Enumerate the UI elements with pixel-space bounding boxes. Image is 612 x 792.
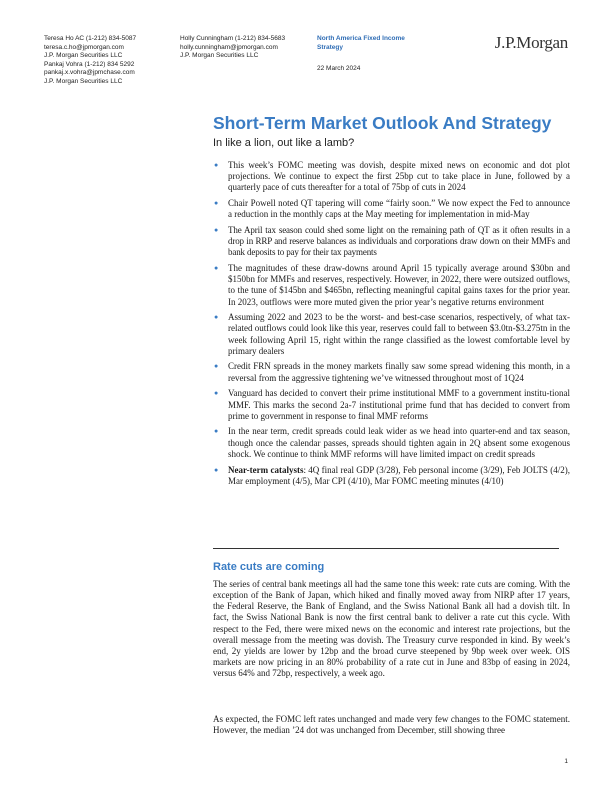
body-paragraph: As expected, the FOMC left rates unchanged and made very few changes to the FOMC statement. However, the median ’24 dot was unchanged from December, still showing three: [213, 714, 570, 736]
body-paragraph: The series of central bank meetings all had the same tone this week: rate cuts are coming. With the exception of the Bank of Japan, which hiked and finally moved away from NIRP after 17 years, the Federal Reserve, the Bank of England, and the Swiss National Bank all had a dovish tilt. In fact, the Swiss National Bank is now the first central bank to deliver a rate cut this cycle. With respect to the Fed, there were mixed news on the economic and interest rate projections, but the overall message from the meeting was dovish. The Treasury curve responded in kind. By week’s end, 2y yields are lower by 12bp and the broad curve steepened by 9bp week over week. OIS markets are now pricing in an 80% probability of a rate cut in June and 83bp of easing in 2024, versus 64% and 72bp, respectively, a week ago.: [213, 579, 570, 679]
bullet-item-catalysts: ● Near-term catalysts: 4Q final real GDP (3/28), Feb personal income (3/29), Feb JOLTS (4/2), Mar employment (4/5), Mar CPI (4/10), Mar FOMC meeting minutes (4/10): [214, 464, 570, 486]
section-divider: [213, 548, 559, 549]
contact-line: Teresa Ho AC (1-212) 834-5087: [44, 35, 137, 42]
contact-line: J.P. Morgan Securities LLC: [44, 52, 123, 60]
catalysts-label: Near-term catalysts: [228, 464, 304, 475]
bullet-dot-icon: ●: [214, 427, 219, 436]
section-heading: Rate cuts are coming: [213, 561, 325, 573]
summary-bullets: [213, 160, 570, 491]
contact-email[interactable]: teresa.c.ho@jpmorgan.com: [44, 43, 124, 51]
bullet-item: ● Assuming 2022 and 2023 to be the worst- and best-case scenarios, respectively, of what tax-related outflows could look like this year, reserves could fall to between $3.0tn-$3.275tn in the week following April 15, right within the range classified as the lowest comfortable level by primary dealers: [214, 312, 570, 356]
bullet-dot-icon: ●: [214, 199, 219, 208]
bullet-dot-icon: ●: [214, 465, 219, 474]
bullet-item: ● Credit FRN spreads in the money markets finally saw some spread widening this month, in a reversal from the aggressive tightening we’ve witnessed throughout most of 1Q24: [214, 361, 570, 383]
bullet-dot-icon: ●: [214, 161, 219, 169]
bullet-dot-icon: ●: [214, 362, 219, 371]
jpmorgan-logo: J.P.Morgan: [494, 33, 568, 52]
bullet-item: ● This week’s FOMC meeting was dovish, despite mixed news on economic and dot plot projections. We continue to expect the first 25bp cut to take place in June, followed by a quarterly pace of cuts thereafter for a total of 75bp of cuts in 2024: [214, 160, 570, 193]
department-line: Strategy: [317, 43, 344, 51]
bullet-dot-icon: ●: [214, 225, 219, 234]
department-line: North America Fixed Income: [317, 35, 405, 42]
contact-line: Pankaj Vohra (1-212) 834 5292: [44, 60, 135, 68]
contact-block-1: [44, 35, 136, 87]
bullet-dot-icon: ●: [214, 313, 219, 322]
bullet-item: ● Chair Powell noted QT tapering will come “fairly soon.” We now expect the Fed to announce a reduction in the monthly caps at the May meeting for implementation in mid-May: [214, 198, 570, 220]
bullet-item: ● The April tax season could shed some light on the remaining path of QT as it often results in a drop in RRP and reserve balances as individuals and corporations draw down on their MMFs and bank deposits to pay for their tax payments: [214, 224, 570, 258]
contact-line: J.P. Morgan Securities LLC: [44, 77, 123, 85]
report-date: 22 March 2024: [317, 65, 361, 72]
contact-email[interactable]: holly.cunningham@jpmorgan.com: [180, 43, 278, 51]
contact-line: Holly Cunningham (1-212) 834-5683: [180, 35, 286, 42]
bullet-item: ● The magnitudes of these draw-downs around April 15 typically average around $30bn and $150bn for MMFs and reserves, respectively. However, in 2022, there were outsized outflows, to the tune of $145bn and $465bn, reflecting meaningful capital gains taxes for the prior year. In 2023, outflows were more muted given the prior year’s negative returns environment: [214, 263, 570, 307]
contact-line: J.P. Morgan Securities LLC: [180, 52, 259, 60]
contact-block-2: [180, 35, 285, 61]
contact-email[interactable]: pankaj.x.vohra@jpmchase.com: [44, 69, 135, 77]
page-number: 1: [564, 758, 568, 765]
bullet-dot-icon: ●: [214, 264, 219, 273]
department-label: [317, 35, 405, 52]
bullet-item: ● Vanguard has decided to convert their prime institutional MMF to a government institu-tional MMF. This marks the second 2a-7 institutional prime fund that has decided to convert from prime to government in response to final MMF reforms: [214, 388, 570, 421]
page-subtitle: In like a lion, out like a lamb?: [213, 137, 355, 149]
bullet-dot-icon: ●: [214, 389, 219, 398]
page-title: Short-Term Market Outlook And Strategy: [213, 113, 552, 133]
bullet-item: ● In the near term, credit spreads could leak wider as we head into quarter-end and tax season, though once the calendar passes, spreads should tighten again in 2Q absent some exogenous shock. We continue to think MMF reforms will have limited impact on credit spreads: [214, 426, 570, 459]
